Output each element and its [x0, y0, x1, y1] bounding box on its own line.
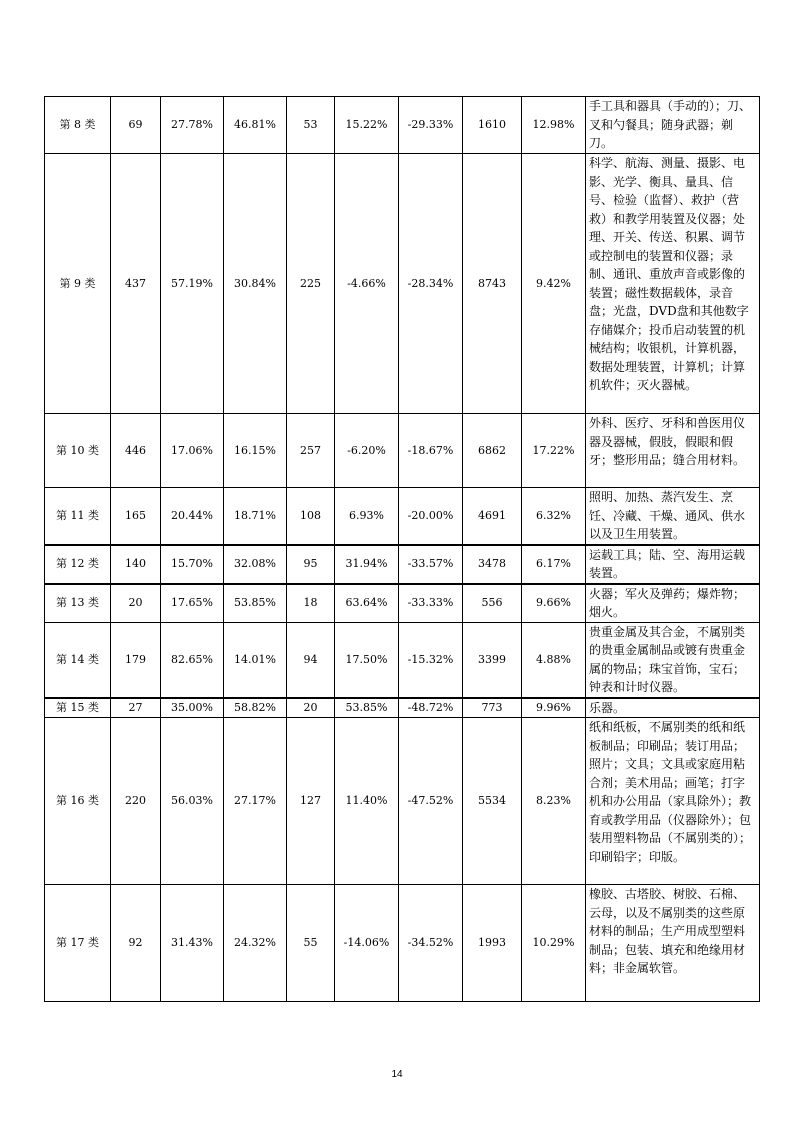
description-cell: 运载工具；陆、空、海用运载装置。 — [586, 545, 760, 584]
description-cell: 乐器。 — [586, 698, 760, 718]
growth-cell: 30.84% — [224, 154, 287, 414]
total-cell: 1610 — [463, 97, 522, 154]
reg-growth-cell: -4.66% — [335, 154, 399, 414]
registrations-cell: 20 — [287, 698, 335, 718]
description-cell: 手工具和器具（手动的）；刀、叉和勺餐具；随身武器；剃刀。 — [586, 97, 760, 154]
ratio-cell: 4.88% — [522, 622, 586, 698]
applications-cell: 20 — [111, 584, 161, 623]
class-cell: 第 10 类 — [45, 414, 111, 488]
total-cell: 556 — [463, 584, 522, 623]
applications-cell: 179 — [111, 622, 161, 698]
share-cell: 35.00% — [161, 698, 224, 718]
registrations-cell: 225 — [287, 154, 335, 414]
table-row — [45, 622, 760, 698]
reg-growth-cell: 63.64% — [335, 584, 399, 623]
change-cell: -47.52% — [399, 718, 463, 885]
change-cell: -48.72% — [399, 698, 463, 718]
table-row — [45, 718, 760, 885]
total-cell: 773 — [463, 698, 522, 718]
table-row — [45, 885, 760, 1002]
growth-cell: 24.32% — [224, 885, 287, 1002]
total-cell: 8743 — [463, 154, 522, 414]
page-number: 14 — [391, 1069, 403, 1080]
ratio-cell: 6.17% — [522, 545, 586, 584]
share-cell: 27.78% — [161, 97, 224, 154]
growth-cell: 27.17% — [224, 718, 287, 885]
ratio-cell: 6.32% — [522, 488, 586, 545]
description-cell: 科学、航海、测量、摄影、电影、光学、衡具、量具、信号、检验（监督）、救护（营救）和教学用装置及仪器；处理、开关、传送、积累、调节或控制电的装置和仪器；录制、通讯、重放声音或影像的装置；磁性数据载体，录音盘；光盘，DVD盘和其他数字存储媒介；投币启动装置的机械结构；收银机，计算机器，数据处理装置，计算机；计算机软件；灭火器械。 — [586, 154, 760, 414]
share-cell: 31.43% — [161, 885, 224, 1002]
class-cell: 第 8 类 — [45, 97, 111, 154]
applications-cell: 446 — [111, 414, 161, 488]
growth-cell: 16.15% — [224, 414, 287, 488]
share-cell: 15.70% — [161, 545, 224, 584]
applications-cell: 220 — [111, 718, 161, 885]
description-cell: 外科、医疗、牙科和兽医用仪器及器械，假肢，假眼和假牙；整形用品；缝合用材料。 — [586, 414, 760, 488]
class-cell: 第 13 类 — [45, 584, 111, 623]
ratio-cell: 8.23% — [522, 718, 586, 885]
reg-growth-cell: 53.85% — [335, 698, 399, 718]
ratio-cell: 10.29% — [522, 885, 586, 1002]
total-cell: 1993 — [463, 885, 522, 1002]
ratio-cell: 9.42% — [522, 154, 586, 414]
growth-cell: 53.85% — [224, 584, 287, 623]
change-cell: -33.33% — [399, 584, 463, 623]
table-row — [45, 584, 760, 623]
class-cell: 第 9 类 — [45, 154, 111, 414]
change-cell: -29.33% — [399, 97, 463, 154]
change-cell: -28.34% — [399, 154, 463, 414]
share-cell: 17.65% — [161, 584, 224, 623]
reg-growth-cell: 15.22% — [335, 97, 399, 154]
reg-growth-cell: -14.06% — [335, 885, 399, 1002]
change-cell: -15.32% — [399, 622, 463, 698]
applications-cell: 140 — [111, 545, 161, 584]
change-cell: -34.52% — [399, 885, 463, 1002]
growth-cell: 58.82% — [224, 698, 287, 718]
growth-cell: 46.81% — [224, 97, 287, 154]
share-cell: 20.44% — [161, 488, 224, 545]
growth-cell: 18.71% — [224, 488, 287, 545]
class-cell: 第 14 类 — [45, 622, 111, 698]
table-row — [45, 698, 760, 718]
ratio-cell: 9.66% — [522, 584, 586, 623]
description-cell: 火器；军火及弹药；爆炸物；烟火。 — [586, 584, 760, 623]
description-cell: 橡胶、古塔胶、树胶、石棉、云母，以及不属别类的这些原材料的制品；生产用成型塑料制品；包装、填充和绝缘用材料；非金属软管。 — [586, 885, 760, 1002]
registrations-cell: 95 — [287, 545, 335, 584]
change-cell: -18.67% — [399, 414, 463, 488]
table-row — [45, 488, 760, 545]
reg-growth-cell: 6.93% — [335, 488, 399, 545]
total-cell: 3478 — [463, 545, 522, 584]
description-cell: 照明、加热、蒸汽发生、烹饪、冷藏、干燥、通风、供水以及卫生用装置。 — [586, 488, 760, 545]
share-cell: 57.19% — [161, 154, 224, 414]
ratio-cell: 17.22% — [522, 414, 586, 488]
ratio-cell: 9.96% — [522, 698, 586, 718]
total-cell: 5534 — [463, 718, 522, 885]
applications-cell: 92 — [111, 885, 161, 1002]
registrations-cell: 127 — [287, 718, 335, 885]
class-cell: 第 15 类 — [45, 698, 111, 718]
registrations-cell: 108 — [287, 488, 335, 545]
class-cell: 第 17 类 — [45, 885, 111, 1002]
growth-cell: 14.01% — [224, 622, 287, 698]
share-cell: 56.03% — [161, 718, 224, 885]
table-row — [45, 545, 760, 584]
reg-growth-cell: -6.20% — [335, 414, 399, 488]
trademark-class-table — [44, 96, 760, 1002]
change-cell: -20.00% — [399, 488, 463, 545]
registrations-cell: 257 — [287, 414, 335, 488]
change-cell: -33.57% — [399, 545, 463, 584]
reg-growth-cell: 17.50% — [335, 622, 399, 698]
applications-cell: 165 — [111, 488, 161, 545]
class-cell: 第 12 类 — [45, 545, 111, 584]
description-cell: 贵重金属及其合金，不属别类的贵重金属制品或镀有贵重金属的物品；珠宝首饰，宝石；钟表和计时仪器。 — [586, 622, 760, 698]
table-row — [45, 154, 760, 414]
table-row — [45, 414, 760, 488]
registrations-cell: 55 — [287, 885, 335, 1002]
registrations-cell: 53 — [287, 97, 335, 154]
reg-growth-cell: 31.94% — [335, 545, 399, 584]
class-cell: 第 16 类 — [45, 718, 111, 885]
reg-growth-cell: 11.40% — [335, 718, 399, 885]
total-cell: 6862 — [463, 414, 522, 488]
applications-cell: 69 — [111, 97, 161, 154]
applications-cell: 27 — [111, 698, 161, 718]
class-cell: 第 11 类 — [45, 488, 111, 545]
growth-cell: 32.08% — [224, 545, 287, 584]
registrations-cell: 18 — [287, 584, 335, 623]
total-cell: 3399 — [463, 622, 522, 698]
registrations-cell: 94 — [287, 622, 335, 698]
ratio-cell: 12.98% — [522, 97, 586, 154]
total-cell: 4691 — [463, 488, 522, 545]
share-cell: 17.06% — [161, 414, 224, 488]
table-row — [45, 97, 760, 154]
share-cell: 82.65% — [161, 622, 224, 698]
description-cell: 纸和纸板，不属别类的纸和纸板制品；印刷品；装订用品；照片；文具；文具或家庭用粘合剂；美术用品；画笔；打字机和办公用品（家具除外）；教育或教学用品（仪器除外）；包装用塑料物品（不属别类的）；印刷铅字；印版。 — [586, 718, 760, 885]
applications-cell: 437 — [111, 154, 161, 414]
